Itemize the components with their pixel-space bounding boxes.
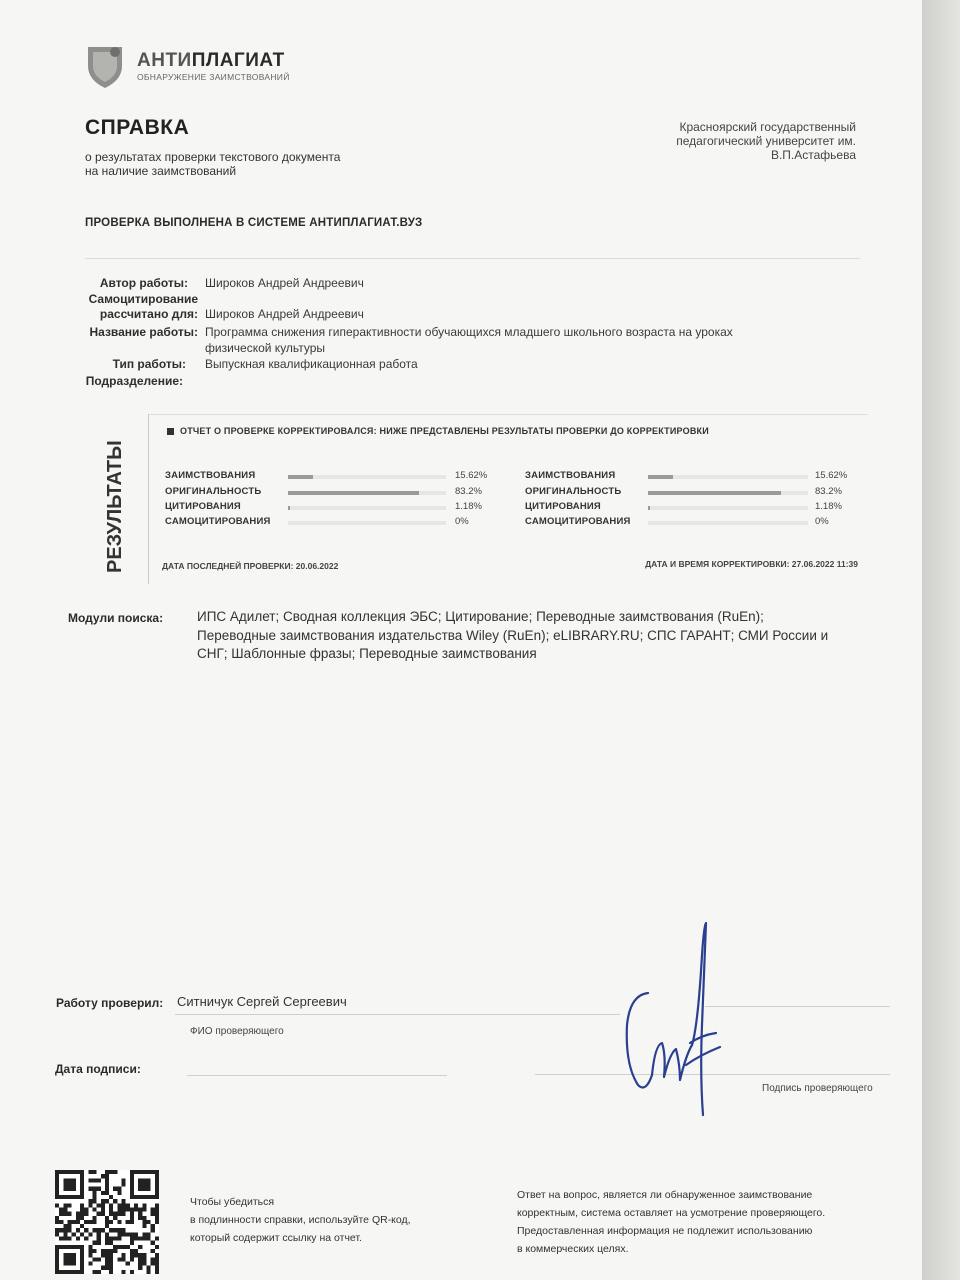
metric-bar-fill <box>288 506 290 510</box>
author-value: Широков Андрей Андреевич <box>205 276 364 290</box>
type-label: Тип работы: <box>112 357 186 371</box>
title-value: физической культуры <box>205 341 326 355</box>
metric-bar <box>288 475 446 479</box>
footer-line: Чтобы убедиться <box>190 1196 275 1208</box>
correction-date: ДАТА И ВРЕМЯ КОРРЕКТИРОВКИ: 27.06.2022 11:39 <box>645 559 858 569</box>
metric-bar <box>288 521 446 525</box>
page-title: СПРАВКА <box>85 116 190 139</box>
metric-label: ОРИГИНАЛЬНОСТЬ <box>525 486 622 497</box>
modules-line: Переводные заимствования издательства Wiley (RuEn); eLIBRARY.RU; СПС ГАРАНТ; СМИ России и <box>197 627 829 643</box>
metric-bar-fill <box>648 491 781 495</box>
metric-bar <box>648 475 808 479</box>
metric-value: 15.62% <box>455 470 488 481</box>
qr-code[interactable] <box>55 1170 159 1274</box>
metric-value: 1.18% <box>815 501 842 512</box>
background-surface <box>922 0 960 1280</box>
signature-caption: Подпись проверяющего <box>762 1083 873 1094</box>
title-value: Программа снижения гиперактивности обучающихся младшего школьного возраста на уроках <box>205 325 733 339</box>
metric-label: САМОЦИТИРОВАНИЯ <box>165 516 271 527</box>
disclaimer <box>517 1186 825 1258</box>
sign-date-line <box>187 1075 447 1076</box>
metric-value: 83.2% <box>455 486 482 497</box>
type-value: Выпускная квалификационная работа <box>205 357 418 371</box>
metric-label: ЦИТИРОВАНИЯ <box>525 501 601 512</box>
correction-notice <box>167 426 709 436</box>
fio-line <box>175 1014 620 1015</box>
notice-text: НИЖЕ ПРЕДСТАВЛЕНЫ РЕЗУЛЬТАТЫ ПРОВЕРКИ ДО КОРРЕКТИРОВКИ <box>376 426 709 436</box>
fio-caption: ФИО проверяющего <box>190 1026 284 1037</box>
brand-name <box>137 50 285 72</box>
metric-value: 0% <box>815 516 829 527</box>
metric-bar <box>288 491 446 495</box>
subtitle-line: на наличие заимствований <box>85 164 237 178</box>
handwritten-signature <box>610 915 730 1120</box>
page-subtitle <box>85 150 340 178</box>
metric-label: САМОЦИТИРОВАНИЯ <box>525 516 631 527</box>
results-side-rule <box>148 414 149 584</box>
modules-line: СНГ; Шаблонные фразы; Переводные заимствования <box>197 646 537 661</box>
results-section-label <box>95 425 133 575</box>
metric-bar-fill <box>648 506 650 510</box>
footer-line: в подлинности справки, используйте QR-код, <box>190 1214 411 1226</box>
organization-name <box>676 120 856 162</box>
footer-line: Ответ на вопрос, является ли обнаруженное заимствование <box>517 1189 813 1201</box>
brand-part1: АНТИ <box>137 50 192 71</box>
metric-value: 1.18% <box>455 501 482 512</box>
checked-by-label: Работу проверил: <box>56 996 164 1010</box>
metric-bar-fill <box>288 491 419 495</box>
system-heading: ПРОВЕРКА ВЫПОЛНЕНА В СИСТЕМЕ АНТИПЛАГИАТ.ВУЗ <box>85 217 423 229</box>
subtitle-line: о результатах проверки текстового документа <box>85 150 341 164</box>
department-label: Подразделение: <box>85 374 183 388</box>
sign-date-label: Дата подписи: <box>55 1062 141 1076</box>
results-heading: РЕЗУЛЬТАТЫ <box>104 440 126 573</box>
results-top-rule <box>148 414 868 415</box>
footer-line: корректным, система оставляет на усмотрение проверяющего. <box>517 1207 826 1219</box>
shield-logo-icon <box>85 42 125 90</box>
metric-value: 0% <box>455 516 469 527</box>
metric-bar-fill <box>288 475 313 479</box>
org-line: Красноярский государственный <box>679 120 856 134</box>
title-label: Название работы: <box>89 325 198 339</box>
metric-bar <box>648 491 808 495</box>
footer-line: который содержит ссылку на отчет. <box>190 1232 362 1244</box>
modules-list <box>197 608 887 664</box>
metric-label: ЦИТИРОВАНИЯ <box>165 501 241 512</box>
checked-by-value: Ситничук Сергей Сергеевич <box>177 994 347 1009</box>
footer-line: Предоставленная информация не подлежит использованию <box>517 1225 813 1237</box>
selfcite-label: рассчитано для: <box>99 307 198 321</box>
metric-value: 83.2% <box>815 486 842 497</box>
metric-bar <box>288 506 446 510</box>
org-line: педагогический университет им. <box>676 134 856 148</box>
footer-line: в коммерческих целях. <box>517 1243 629 1255</box>
modules-label: Модули поиска: <box>68 611 164 625</box>
metric-label: ОРИГИНАЛЬНОСТЬ <box>165 486 262 497</box>
square-bullet-icon <box>167 428 174 435</box>
metric-label: ЗАИМСТВОВАНИЯ <box>525 470 616 481</box>
metric-bar-fill <box>648 475 673 479</box>
qr-instructions <box>190 1193 411 1247</box>
org-line: В.П.Астафьева <box>770 148 856 162</box>
author-label: Автор работы: <box>99 276 188 290</box>
brand-part2: ПЛАГИАТ <box>191 50 285 71</box>
last-check-date: ДАТА ПОСЛЕДНЕЙ ПРОВЕРКИ: 20.06.2022 <box>162 561 339 571</box>
signature-line-top <box>705 1006 890 1007</box>
notice-bold: ОТЧЕТ О ПРОВЕРКЕ КОРРЕКТИРОВАЛСЯ: <box>180 426 377 436</box>
metric-bar <box>648 506 808 510</box>
divider <box>85 258 860 259</box>
metric-label: ЗАИМСТВОВАНИЯ <box>165 470 256 481</box>
metric-bar <box>648 521 808 525</box>
modules-line: ИПС Адилет; Сводная коллекция ЭБС; Цитирование; Переводные заимствования (RuEn); <box>197 609 764 624</box>
selfcite-label: Самоцитирование <box>88 292 198 306</box>
brand-tagline: ОБНАРУЖЕНИЕ ЗАИМСТВОВАНИЙ <box>137 72 290 82</box>
metric-value: 15.62% <box>815 470 848 481</box>
selfcite-value: Широков Андрей Андреевич <box>205 307 364 321</box>
